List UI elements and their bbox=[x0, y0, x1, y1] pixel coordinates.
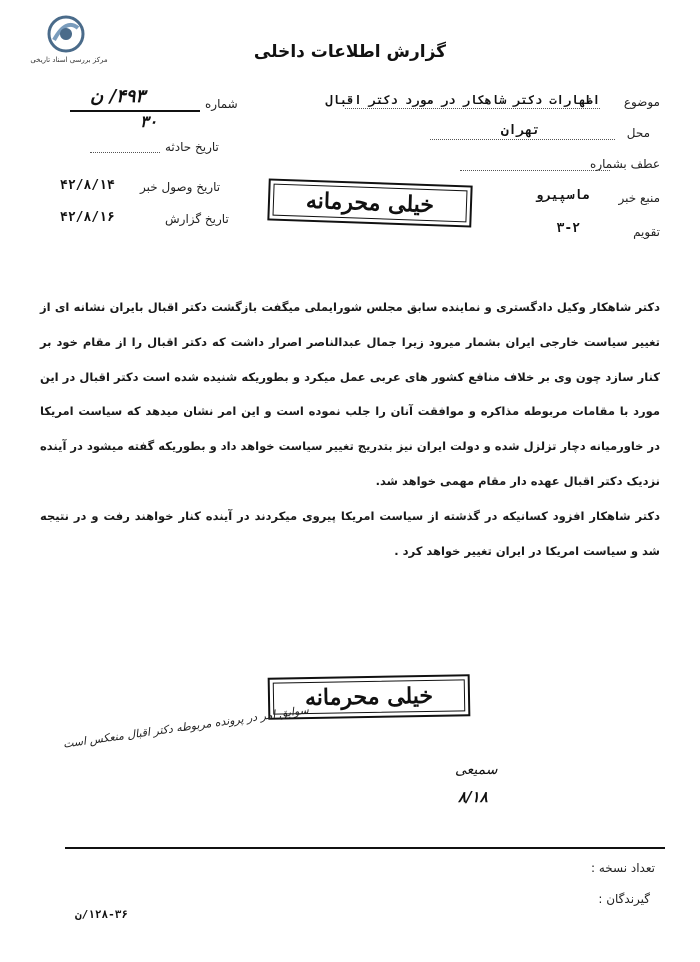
initials-signature: سمیعی bbox=[455, 762, 498, 778]
report-body bbox=[40, 290, 660, 568]
source-label: منبع خبر bbox=[618, 191, 660, 205]
subject-label: موضوع bbox=[623, 95, 660, 109]
document-code: ۱۲۸-۳۶/ن bbox=[75, 908, 128, 921]
number-fraction-line bbox=[70, 110, 200, 112]
report-date-value: ۴۲/۸/۱۶ bbox=[60, 210, 115, 225]
receipt-date-label: تاریخ وصول خبر bbox=[140, 180, 221, 194]
body-paragraph-2: دکتر شاهکار افزود کسانیکه در گذشته از سیاست امریکا پیروی میکردند در آینده کنار خواهند رفت و در نتیجه شد و سیاست امریکا در ایران تغییر خواهد کرد . bbox=[40, 508, 660, 558]
archive-logo-text: مرکز بررسی اسناد تاریخی bbox=[30, 56, 108, 64]
receipt-date-value: ۴۲/۸/۱۴ bbox=[60, 178, 115, 193]
incident-date-line bbox=[90, 152, 160, 153]
location-label: محل bbox=[626, 126, 650, 140]
margin-note: سوابق امر در پرونده مربوطه دکتر اقبال منعکس است bbox=[62, 703, 310, 751]
footer-divider bbox=[65, 847, 665, 849]
location-line bbox=[430, 139, 615, 140]
archive-logo bbox=[14, 14, 124, 70]
classification-stamp-bottom: خیلی محرمانه bbox=[268, 674, 471, 720]
subject-value: اظهارات دکتر شاهکار در مورد دکتر اقبال bbox=[325, 93, 600, 107]
subject-line bbox=[345, 108, 600, 109]
body-paragraph-1: دکتر شاهکار وکیل دادگستری و نماینده سابق مجلس شورایملی میگفت بازگشت دکتر اقبال بایران نشانه ای از تغییر سیاست خارجی ایران بشمار میرود زیرا جمال عبدالناصر اصرار داشت که دکتر اقبال را از مقام خود بر کنار سازد چون وی بر خلاف منافع کشور های عربی عمل میکرد و بطوریکه شنیده شده است دکتر اقبال در این مورد با مقامات مربوطه مذاکره و موافقت آنان را جلب نموده است و این امر نشان میدهد که سیاست امریکا در خاورمیانه دچار تزلزل شده و دولت ایران نیز بتدریج تغییر سیاست خواهد داد و بطوریکه گفته میشود در آینده نزدیک دکتر اقبال عهده دار مقام مهمی خواهد شد. bbox=[40, 300, 660, 488]
evaluation-value: ۳-۲ bbox=[556, 221, 580, 236]
number-label: شماره bbox=[205, 97, 238, 111]
reference-label: عطف بشماره bbox=[590, 157, 660, 171]
reference-line bbox=[460, 170, 610, 171]
classification-stamp-top: خیلی محرمانه bbox=[267, 178, 472, 227]
report-date-label: تاریخ گزارش bbox=[165, 212, 229, 226]
archive-logo-icon bbox=[42, 14, 90, 54]
number-value: ۴۹۳/ ن bbox=[90, 86, 146, 107]
number-sub-value: ۳۰ bbox=[140, 112, 158, 131]
report-title: گزارش اطلاعات داخلی bbox=[253, 42, 447, 62]
source-value: ماسپیرو bbox=[535, 188, 590, 203]
incident-date-label: تاریخ حادثه bbox=[165, 140, 219, 154]
location-value: تهران bbox=[500, 123, 540, 138]
initials-date: ۸/۱۸ bbox=[458, 788, 488, 806]
recipients-label: گیرندگان : bbox=[598, 892, 650, 906]
copies-label: تعداد نسخه : bbox=[590, 861, 655, 875]
evaluation-label: تقویم bbox=[633, 225, 660, 239]
